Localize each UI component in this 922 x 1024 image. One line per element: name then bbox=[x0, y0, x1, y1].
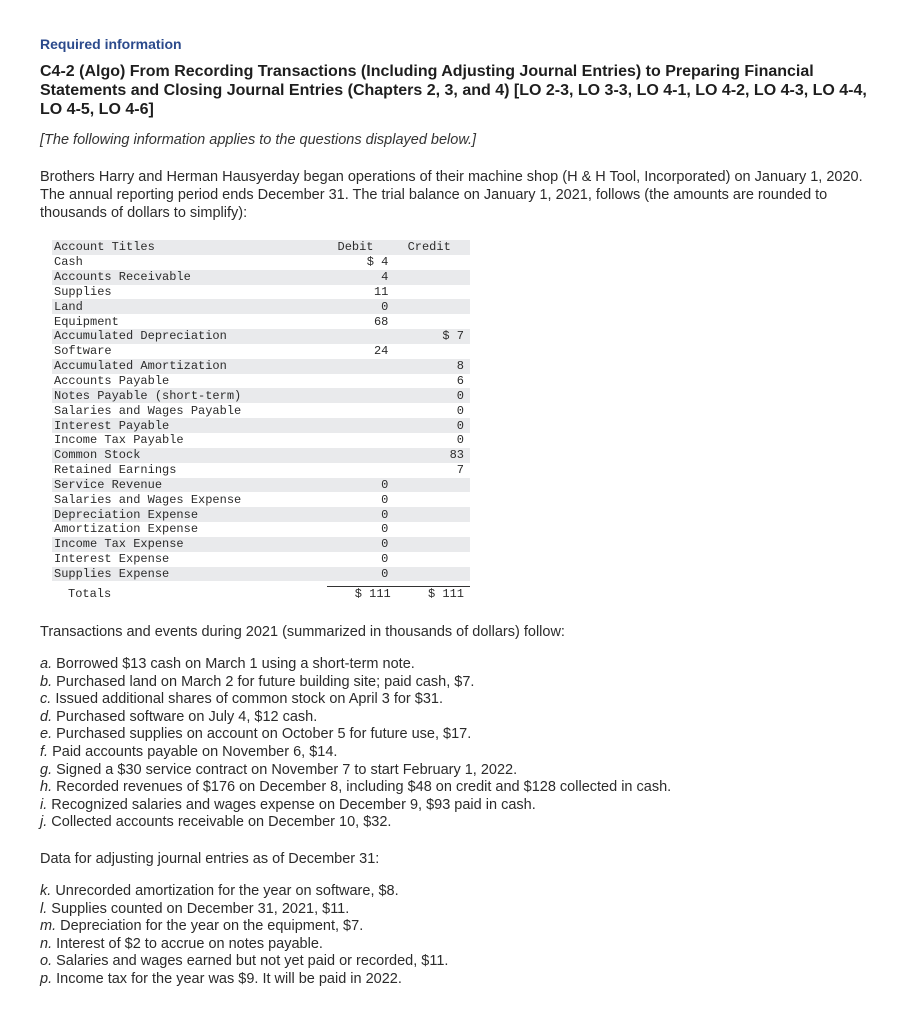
item-text: Depreciation for the year on the equipment, $7. bbox=[60, 918, 364, 935]
account-cell: Land bbox=[54, 299, 83, 314]
table-row bbox=[52, 329, 470, 344]
table-row bbox=[52, 270, 470, 285]
table-row bbox=[52, 299, 470, 314]
totals-credit: $ 111 bbox=[397, 586, 470, 601]
item-text: Unrecorded amortization for the year on software, $8. bbox=[55, 883, 399, 899]
account-cell: Accounts Receivable bbox=[54, 270, 191, 285]
account-cell: Interest Expense bbox=[54, 552, 170, 567]
item-text: Income tax for the year was $9. It will be paid in 2022. bbox=[56, 970, 402, 987]
item-text: Purchased land on March 2 for future building site; paid cash, $7. bbox=[56, 673, 475, 690]
table-row bbox=[52, 478, 470, 493]
account-cell: Amortization Expense bbox=[54, 522, 199, 537]
credit-cell: 0 bbox=[456, 418, 464, 433]
account-cell: Accounts Payable bbox=[54, 374, 170, 389]
transactions-list bbox=[40, 656, 671, 832]
list-item bbox=[40, 953, 448, 971]
applies-note: [The following information applies to the questions displayed below.] bbox=[40, 132, 477, 148]
item-text: Signed a $30 service contract on November 7 to start February 1, 2022. bbox=[56, 761, 518, 778]
debit-cell: 0 bbox=[381, 537, 389, 552]
item-text: Borrowed $13 cash on March 1 using a short-term note. bbox=[56, 656, 415, 672]
table-row bbox=[52, 492, 470, 507]
list-item bbox=[40, 901, 448, 919]
item-text: Salaries and wages earned but not yet paid or recorded, $11. bbox=[56, 953, 449, 970]
item-text: Supplies counted on December 31, 2021, $11. bbox=[51, 900, 350, 917]
required-information-label: Required information bbox=[40, 36, 182, 52]
table-row bbox=[52, 567, 470, 582]
debit-cell: 0 bbox=[381, 477, 389, 492]
debit-cell: 11 bbox=[373, 284, 389, 299]
list-item bbox=[40, 762, 671, 780]
account-cell: Cash bbox=[54, 255, 83, 270]
item-letter: h. bbox=[40, 779, 53, 796]
credit-cell: 83 bbox=[449, 448, 464, 463]
table-row bbox=[52, 388, 470, 403]
credit-cell: 6 bbox=[456, 374, 464, 389]
table-header-row bbox=[52, 240, 470, 255]
credit-cell: $ 7 bbox=[442, 329, 464, 344]
table-row bbox=[52, 403, 470, 418]
list-item bbox=[40, 779, 671, 797]
item-letter: o. bbox=[40, 953, 53, 970]
table-row bbox=[52, 537, 470, 552]
item-text: Recorded revenues of $176 on December 8, including $48 on credit and $128 collected in cash. bbox=[56, 779, 672, 796]
item-letter: m. bbox=[40, 918, 57, 935]
credit-cell: 8 bbox=[456, 359, 464, 374]
list-item bbox=[40, 726, 671, 744]
item-letter: i. bbox=[40, 796, 48, 813]
table-row bbox=[52, 344, 470, 359]
account-cell: Income Tax Expense bbox=[54, 537, 184, 552]
item-letter: j. bbox=[40, 814, 48, 831]
debit-cell: 0 bbox=[381, 299, 389, 314]
item-text: Paid accounts payable on November 6, $14. bbox=[52, 743, 338, 760]
item-letter: k. bbox=[40, 883, 52, 899]
debit-cell: 0 bbox=[381, 566, 389, 581]
totals-label: Totals bbox=[68, 586, 112, 601]
list-item bbox=[40, 674, 671, 692]
item-letter: p. bbox=[40, 970, 53, 987]
account-cell: Notes Payable (short-term) bbox=[54, 388, 242, 403]
adjustments-list bbox=[40, 883, 448, 989]
debit-cell: 0 bbox=[381, 492, 389, 507]
table-row bbox=[52, 285, 470, 300]
account-cell: Supplies Expense bbox=[54, 566, 170, 581]
debit-cell: 24 bbox=[373, 344, 389, 359]
list-item bbox=[40, 744, 671, 762]
table-row bbox=[52, 463, 470, 478]
debit-cell: 4 bbox=[381, 270, 389, 285]
debit-cell: 0 bbox=[381, 507, 389, 522]
list-item bbox=[40, 814, 671, 832]
account-titles-header: Account Titles bbox=[54, 240, 155, 255]
table-row bbox=[52, 433, 470, 448]
adjusting-heading: Data for adjusting journal entries as of December 31: bbox=[40, 851, 380, 867]
table-row bbox=[52, 507, 470, 522]
item-letter: b. bbox=[40, 673, 53, 690]
table-row bbox=[52, 255, 470, 270]
account-cell: Accumulated Depreciation bbox=[54, 329, 227, 344]
list-item bbox=[40, 797, 671, 815]
item-letter: g. bbox=[40, 761, 53, 778]
list-item bbox=[40, 691, 671, 709]
item-text: Collected accounts receivable on December 10, $32. bbox=[51, 814, 392, 831]
account-cell: Income Tax Payable bbox=[54, 433, 184, 448]
item-letter: d. bbox=[40, 708, 53, 725]
item-text: Purchased software on July 4, $12 cash. bbox=[56, 708, 318, 725]
item-letter: e. bbox=[40, 726, 53, 743]
account-cell: Equipment bbox=[54, 314, 119, 329]
credit-header: Credit bbox=[407, 240, 451, 255]
debit-header: Debit bbox=[337, 240, 374, 255]
credit-cell: 7 bbox=[456, 463, 464, 478]
account-cell: Salaries and Wages Expense bbox=[54, 492, 242, 507]
table-row bbox=[52, 359, 470, 374]
account-cell: Accumulated Amortization bbox=[54, 359, 227, 374]
totals-row bbox=[52, 586, 470, 601]
trial-balance-table bbox=[52, 240, 470, 601]
account-cell: Interest Payable bbox=[54, 418, 170, 433]
table-row bbox=[52, 552, 470, 567]
account-cell: Retained Earnings bbox=[54, 463, 177, 478]
account-cell: Service Revenue bbox=[54, 477, 163, 492]
list-item bbox=[40, 971, 448, 989]
problem-title: C4-2 (Algo) From Recording Transactions (Including Adjusting Journal Entries) to Preparing Financial Statements and Closing Journal Entries (Chapters 2, 3, and 4) [LO 2-3, LO 3-3, LO 4-1, LO 4-2, LO 4-3, LO 4-4, LO 4-5, LO 4-6] bbox=[40, 63, 867, 118]
table-row bbox=[52, 314, 470, 329]
table-row bbox=[52, 448, 470, 463]
debit-cell: $ 4 bbox=[366, 255, 389, 270]
item-text: Interest of $2 to accrue on notes payable. bbox=[56, 935, 323, 952]
item-text: Recognized salaries and wages expense on December 9, $93 paid in cash. bbox=[51, 796, 536, 813]
item-letter: a. bbox=[40, 656, 53, 672]
credit-cell: 0 bbox=[456, 433, 464, 448]
account-cell: Software bbox=[54, 344, 112, 359]
table-row bbox=[52, 522, 470, 537]
credit-cell: 0 bbox=[456, 388, 464, 403]
account-cell: Common Stock bbox=[54, 448, 141, 463]
account-cell: Salaries and Wages Payable bbox=[54, 403, 242, 418]
item-letter: l. bbox=[40, 900, 48, 917]
account-cell: Supplies bbox=[54, 284, 112, 299]
item-letter: n. bbox=[40, 935, 53, 952]
item-text: Purchased supplies on account on October 5 for future use, $17. bbox=[56, 726, 472, 743]
list-item bbox=[40, 656, 671, 674]
item-letter: f. bbox=[40, 743, 49, 760]
table-row bbox=[52, 418, 470, 433]
list-item bbox=[40, 883, 448, 901]
intro-paragraph: Brothers Harry and Herman Hausyerday began operations of their machine shop (H & H Tool, Incorporated) on January 1, 2020. The annual reporting period ends December 31. The trial balance on January 1, 2021, follows (the amounts are rounded to thousands of dollars to simplify): bbox=[40, 169, 863, 221]
debit-cell: 68 bbox=[373, 314, 389, 329]
totals-debit: $ 111 bbox=[327, 586, 396, 601]
credit-cell: 0 bbox=[456, 403, 464, 418]
debit-cell: 0 bbox=[381, 552, 389, 567]
debit-cell: 0 bbox=[381, 522, 389, 537]
list-item bbox=[40, 918, 448, 936]
list-item bbox=[40, 936, 448, 954]
transactions-heading: Transactions and events during 2021 (summarized in thousands of dollars) follow: bbox=[40, 624, 565, 640]
item-text: Issued additional shares of common stock on April 3 for $31. bbox=[55, 691, 443, 708]
table-row bbox=[52, 374, 470, 389]
list-item bbox=[40, 709, 671, 727]
account-cell: Depreciation Expense bbox=[54, 507, 199, 522]
item-letter: c. bbox=[40, 691, 52, 708]
